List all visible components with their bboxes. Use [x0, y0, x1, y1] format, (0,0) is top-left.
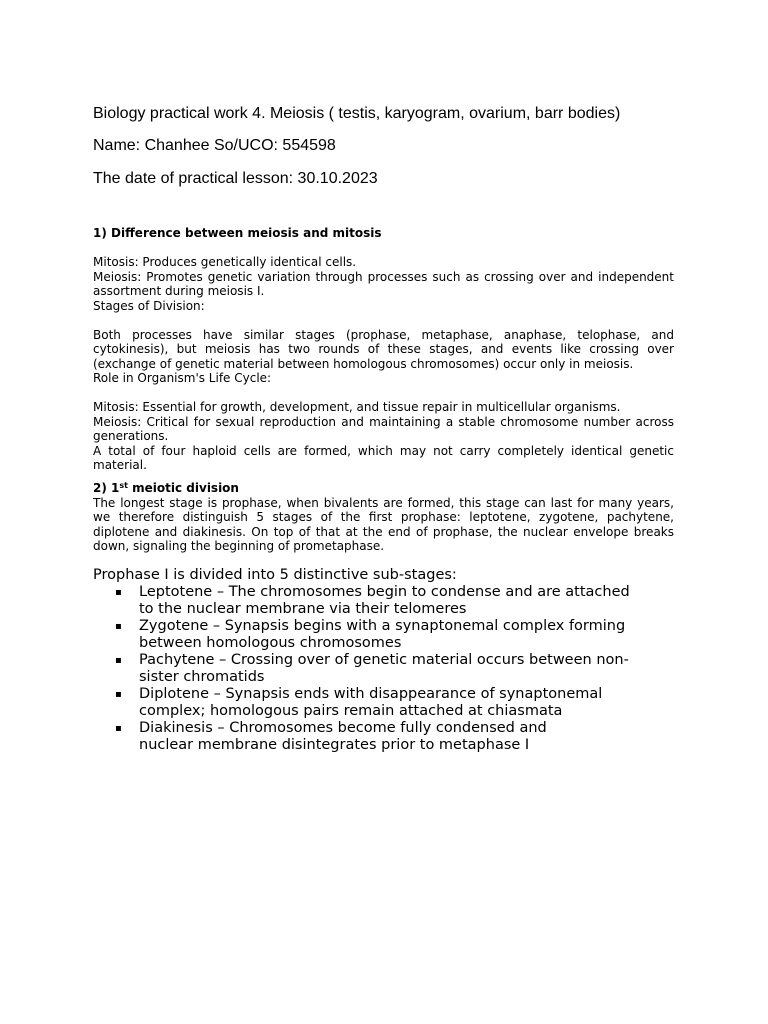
both-processes-text: Both processes have similar stages (prophase, metaphase, anaphase, telophase, and cytokinesis), but meiosis has two rounds of these stages, and events like crossing over (exchange of genetic material between homologous chromosomes) occur only in meiosis. — [93, 327, 674, 371]
square-bullet-icon: ▪ — [115, 587, 122, 598]
spacer — [93, 313, 674, 328]
list-item — [93, 584, 683, 618]
mitosis-essential-text: Mitosis: Essential for growth, development, and tissue repair in multicellular organisms. — [93, 400, 621, 414]
list-item-line: Leptotene – The chromosomes begin to condense and are attached — [139, 584, 630, 600]
section1-heading: 1) Difference between meiosis and mitosis — [93, 226, 382, 240]
list-item-line: to the nuclear membrane via their telomeres — [139, 601, 467, 617]
list-item-line: complex; homologous pairs remain attached at chiasmata — [139, 703, 563, 719]
section2-paragraph: The longest stage is prophase, when bivalents are formed, this stage can last for many years, we therefore distinguish 5 stages of the first prophase: leptotene, zygotene, pachytene, diplotene and diakinesis. On top of that at the end of prophase, the nuclear envelope breaks down, signaling the beginning of prometaphase. — [93, 495, 674, 553]
student-name: Name: Chanhee So/UCO: 554598 — [93, 137, 336, 154]
square-bullet-icon: ▪ — [115, 723, 122, 734]
spacer — [93, 386, 674, 401]
list-item-line: Pachytene – Crossing over of genetic material occurs between non- — [139, 652, 629, 668]
section-first-meiotic-division — [93, 481, 674, 554]
document-title: Biology practical work 4. Meiosis ( testis, karyogram, ovarium, barr bodies) — [93, 105, 621, 122]
mitosis-produces-text: Mitosis: Produces genetically identical cells. — [93, 255, 357, 269]
list-item — [93, 686, 683, 720]
substage-list — [93, 584, 683, 754]
section2-heading — [93, 481, 674, 496]
list-item-line: Zygotene – Synapsis begins with a synaptonemal complex forming — [139, 618, 626, 634]
section-meiosis-vs-mitosis — [93, 226, 674, 473]
meiosis-promotes-text: Meiosis: Promotes genetic variation through processes such as crossing over and independent assortment during meiosis I. — [93, 269, 674, 298]
section2-heading-prefix: 2) 1 — [93, 481, 120, 495]
list-item-line: Diakinesis – Chromosomes become fully condensed and — [139, 720, 547, 736]
practical-date: The date of practical lesson: 30.10.2023 — [93, 170, 378, 187]
stages-label: Stages of Division: — [93, 298, 205, 313]
list-item-line: between homologous chromosomes — [139, 635, 402, 651]
list-item — [93, 618, 683, 652]
square-bullet-icon: ▪ — [115, 621, 122, 632]
list-item-line: Diplotene – Synapsis ends with disappearance of synaptonemal — [139, 686, 603, 702]
prophase-substages — [93, 567, 683, 754]
square-bullet-icon: ▪ — [115, 655, 122, 666]
section2-heading-sup: st — [119, 481, 128, 490]
role-label: Role in Organism's Life Cycle: — [93, 371, 272, 385]
four-haploid-text: A total of four haploid cells are formed, which may not carry completely identical genetic material. — [93, 443, 674, 472]
square-bullet-icon: ▪ — [115, 689, 122, 700]
list-item-line: sister chromatids — [139, 669, 265, 685]
meiosis-critical-text: Meiosis: Critical for sexual reproduction and maintaining a stable chromosome number across generations. — [93, 414, 674, 443]
spacer — [93, 241, 674, 256]
prophase-intro: Prophase I is divided into 5 distinctive sub-stages: — [93, 567, 457, 583]
section2-heading-suffix: meiotic division — [127, 481, 239, 495]
list-item — [93, 720, 683, 754]
list-item — [93, 652, 683, 686]
list-item-line: nuclear membrane disintegrates prior to metaphase I — [139, 737, 530, 753]
